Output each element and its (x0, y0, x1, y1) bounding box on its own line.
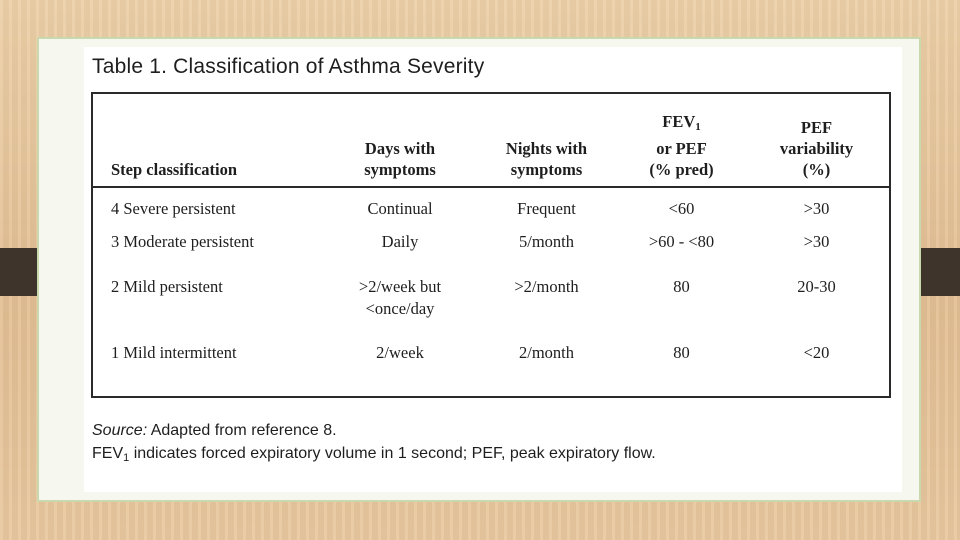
cell-nights: Frequent (517, 199, 576, 218)
severity-table (93, 94, 889, 382)
definition-line: $FEV_1$ indicates forced expiratory volume in 1 second; PEF, peak expiratory flow. (92, 445, 656, 464)
severity-table-box (91, 92, 891, 398)
cell-fev: 80 (673, 277, 690, 296)
cell-step: 2 Mild persistent (111, 277, 223, 296)
cell-pef: <20 (803, 343, 830, 362)
source-line (92, 419, 892, 442)
table-image-card (84, 47, 902, 492)
source-label: Source: (92, 422, 148, 439)
table-row (93, 276, 889, 342)
cell-nights: 5/month (518, 232, 574, 251)
header-fev1-or-pef: $FEV_1$ or PEF (% pred) (619, 94, 744, 187)
header-pef-variability: PEF variability (%) (744, 94, 889, 187)
cell-pef: >30 (803, 199, 830, 218)
definition-text: indicates forced expiratory volume in 1 second; PEF, peak expiratory flow. (129, 445, 656, 462)
cell-fev: >60 - <80 (648, 232, 715, 251)
table-row (93, 231, 889, 276)
cell-fev: <60 (668, 199, 695, 218)
table-footnote (92, 419, 892, 470)
header-nights-with-symptoms: Nights with symptoms (474, 94, 619, 187)
table-row (93, 342, 889, 382)
table-row (93, 187, 889, 231)
cell-step: 4 Severe persistent (111, 199, 236, 218)
cell-nights: 2/month (518, 343, 574, 362)
cell-pef: 20-30 (797, 277, 836, 296)
table-header-row (93, 94, 889, 187)
cell-step: 3 Moderate persistent (111, 232, 254, 251)
slide-frame (37, 37, 921, 502)
header-days-with-symptoms: Days with symptoms (326, 94, 474, 187)
cell-days: Daily (381, 232, 419, 251)
cell-pef: >30 (803, 232, 830, 251)
table-title: Table 1. Classification of Asthma Severity (92, 55, 485, 78)
cell-step: 1 Mild intermittent (111, 343, 237, 362)
cell-nights: >2/month (514, 277, 579, 296)
cell-fev: 80 (673, 343, 690, 362)
cell-days: 2/week (376, 343, 424, 362)
header-step-classification: Step classification (93, 94, 326, 187)
cell-days: Continual (367, 199, 433, 218)
source-text: Adapted from reference 8. (147, 422, 337, 439)
cell-days: >2/week but <once/day (358, 277, 442, 318)
